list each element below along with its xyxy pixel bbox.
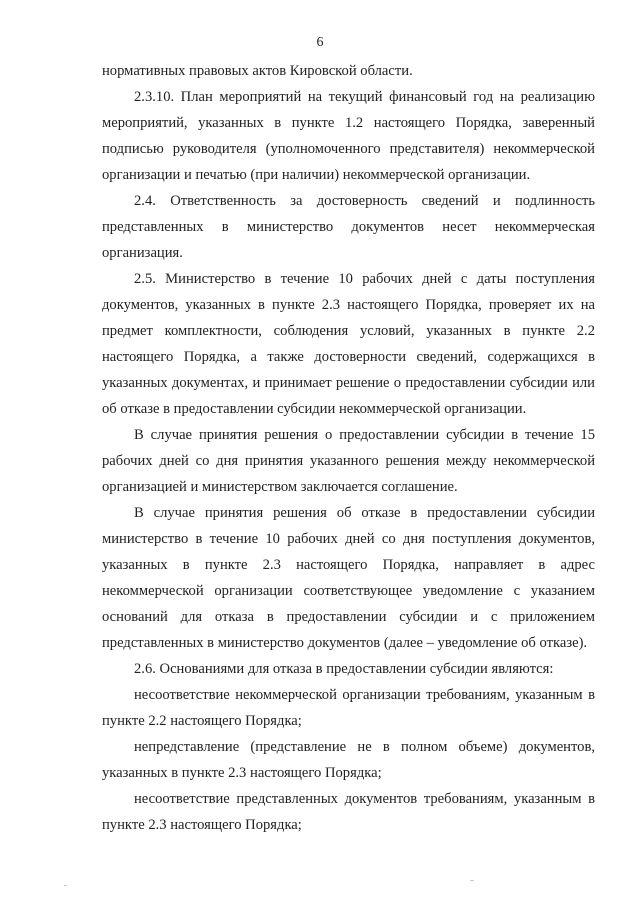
paragraph-reason-1: несоответствие некоммерческой организации требованиям, указанным в пункте 2.2 настоящего Порядка;: [102, 687, 595, 729]
paragraph-2-3-10: 2.3.10. План мероприятий на текущий финансовый год на реализацию мероприятий, указанных в пункте 1.2 настоящего Порядка, заверенный подписью руководителя (уполномоченного представителя) некоммерческой организации и печатью (при наличии) некоммерческой организации.: [102, 89, 595, 183]
page-number: 6: [316, 35, 324, 50]
scan-mark-bottom: [470, 880, 474, 881]
paragraph-2-4: 2.4. Ответственность за достоверность сведений и подлинность представленных в министерство документов несет некоммерческая организация.: [102, 193, 595, 261]
document-body: [102, 58, 595, 838]
paragraph-agreement: В случае принятия решения о предоставлении субсидии в течение 15 рабочих дней со дня принятия указанного решения между некоммерческой организацией и министерством заключается соглашение.: [102, 427, 595, 495]
scan-mark-left: [64, 885, 67, 886]
paragraph-2-6: 2.6. Основаниями для отказа в предоставлении субсидии являются:: [134, 661, 554, 677]
paragraph-2-5: 2.5. Министерство в течение 10 рабочих дней с даты поступления документов, указанных в пункте 2.3 настоящего Порядка, проверяет их на предмет комплектности, соблюдения условий, указанных в пункте 2.2 настоящего Порядка, а также достоверности сведений, содержащихся в указанных документах, и принимает решение о предоставлении субсидии или об отказе в предоставлении субсидии некоммерческой организации.: [102, 271, 595, 417]
paragraph-refusal-notice: В случае принятия решения об отказе в предоставлении субсидии министерство в течение 10 рабочих дней со дня поступления документов, указанных в пункте 2.3 настоящего Порядка, направляет в адрес некоммерческой организации соответствующее уведомление с указанием оснований для отказа в предоставлении субсидии и с приложением представленных в министерство документов (далее – уведомление об отказе).: [102, 505, 595, 651]
paragraph-reason-2: непредставление (представление не в полном объеме) документов, указанных в пункте 2.3 настоящего Порядка;: [102, 739, 595, 781]
paragraph-1: нормативных правовых актов Кировской области.: [102, 63, 413, 79]
paragraph-reason-3: несоответствие представленных документов требованиям, указанным в пункте 2.3 настоящего Порядка;: [102, 791, 595, 833]
